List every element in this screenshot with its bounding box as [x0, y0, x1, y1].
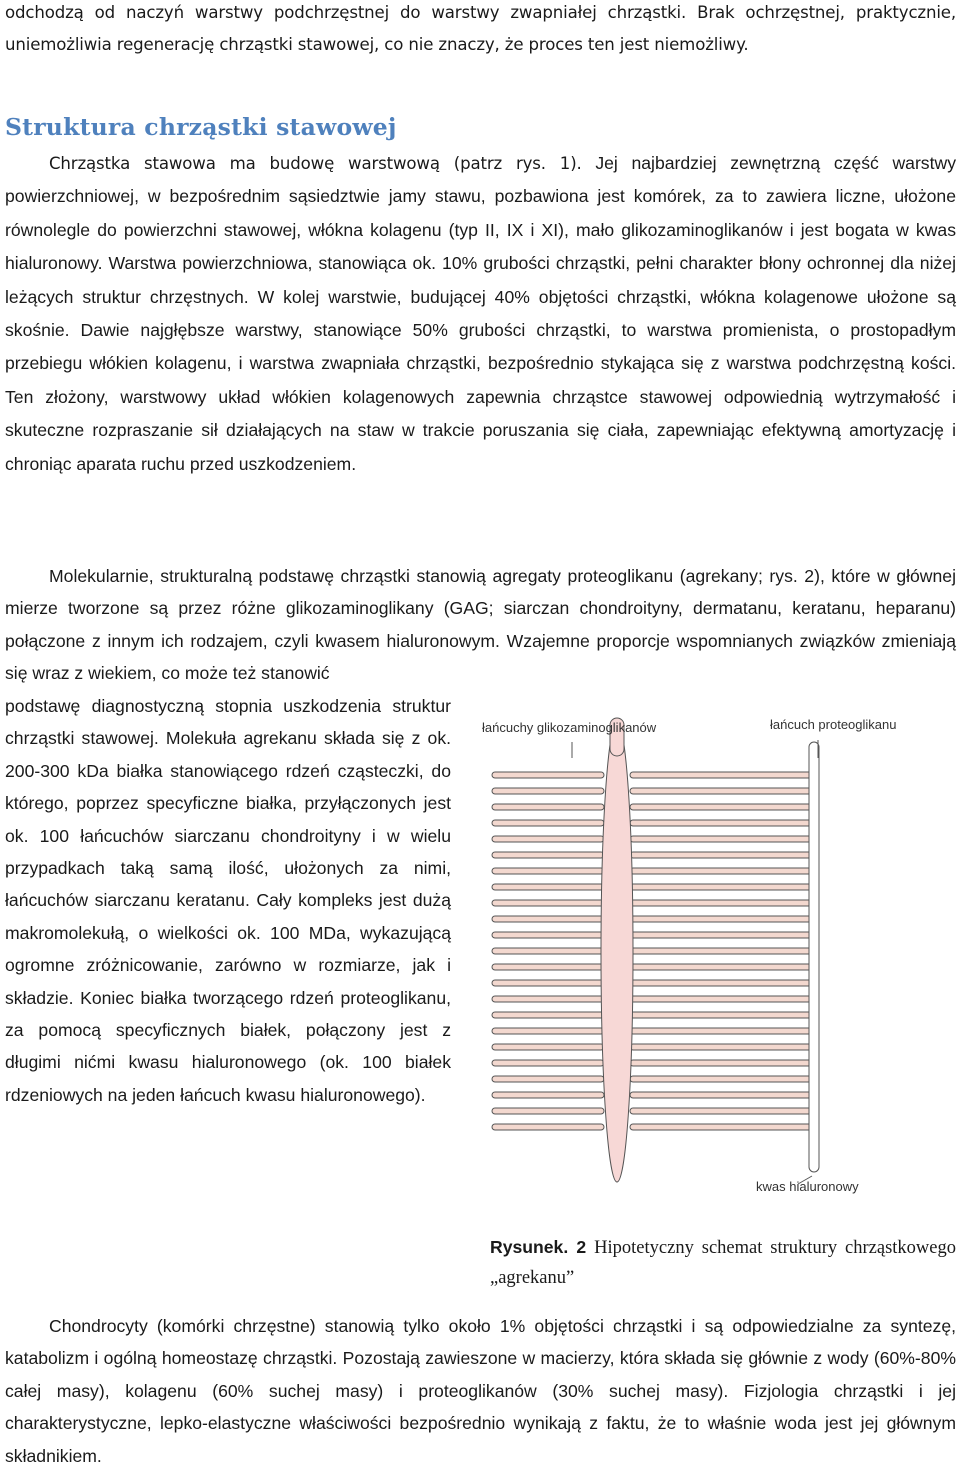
label-gag — [482, 720, 657, 758]
right-gag-chain — [630, 916, 813, 922]
left-gag-chain — [492, 1060, 604, 1066]
left-gag-chain — [492, 820, 604, 826]
right-gag-chain — [630, 996, 813, 1002]
left-gag-chain — [492, 1076, 604, 1082]
left-gag-chain — [492, 884, 604, 890]
right-gag-chain — [630, 932, 813, 938]
paragraph-layers-body: Jej najbardziej zewnętrzną część warstwy powierzchniowej, w bezpośrednim sąsiedztwie jamy stawu, pozbawiona jest komórek, za to zawiera liczne, ułożone równolegle do powierzchni stawowej, włókna kolagenu (typ II, IX i XI), mało glikozaminoglikanów i jest bogata w kwas hialuronowy. Warstwa powierzchniowa, stanowiąca ok. 10% grubości chrząstki, pełni charakter błony ochronnej dla niżej leżących struktur chrzęstnych. W kolej warstwie, budującej 40% objętości chrząstki, włókna kolagenowe ułożone są skośnie. Dawie najgłębsze warstwy, stanowiące 50% grubości chrząstki, to warstwa promienista, o prostopadłym przebiegu włókien kolagenu, i warstwa zwapniała chrząstki, bezpośrednio stykająca się z warstwa podchrzęstną kości. Ten złożony, warstwowy układ włókien kolagenowych zapewnia chrząstce stawowej odpowiednią wytrzymałość i skuteczne rozpraszanie sił działających na staw w trakcie poruszania się ciała, zapewniając efektywną amortyzację i chroniąc aparata ruchu przed uszkodzeniem. — [5, 153, 956, 474]
figure-caption — [490, 1232, 956, 1293]
paragraph-regeneration: odchodzą od naczyń warstwy podchrzęstnej do warstwy zwapniałej chrząstki. Brak ochrzęstnej, praktycznie, uniemożliwia regenerację chrząstki stawowej, co nie znaczy, że proces ten jest niemożliwy. — [5, 3, 956, 55]
label-hyaluronic — [756, 1176, 859, 1194]
right-gag-chain — [630, 868, 813, 874]
label-gag-text: łańcuchy glikozaminoglikanów — [482, 720, 657, 735]
label-protein-text: łańcuch proteoglikanu — [770, 717, 897, 732]
right-gag-chain — [630, 772, 813, 778]
core-protein-strand — [809, 742, 819, 1172]
left-gag-chain — [492, 932, 604, 938]
right-gag-chain — [630, 852, 813, 858]
paragraph-molecular: Molekularnie, strukturalną podstawę chrząstki stanowią agregaty proteoglikanu (agrekany; rys. 2), które w głównej mierze tworzone są przez różne glikozaminoglikany (GAG; siarczan chondroityny, dermatanu, keratanu, heparanu) połączone z innym ich rodzajem, czyli kwasem hialuronowym. Wzajemne proporcje wspomnianych związków zmieniają się wraz z wiekiem, co może też stanowić — [5, 566, 956, 684]
caption-label: Rysunek. 2 — [490, 1237, 587, 1257]
core-protein-body — [601, 722, 633, 1182]
left-gag-chain — [492, 868, 604, 874]
label-hyaluronic-text: kwas hialuronowy — [756, 1179, 859, 1194]
right-gag-chain — [630, 964, 813, 970]
right-gag-chain — [630, 1044, 813, 1050]
left-gag-chain — [492, 1012, 604, 1018]
aggrecan-figure — [478, 712, 956, 1202]
side-chains — [492, 718, 819, 1182]
right-gag-chain — [630, 1012, 813, 1018]
paragraph-chondrocytes: Chondrocyty (komórki chrzęstne) stanowią tylko około 1% objętości chrząstki i są odpowiedzialne za syntezę, katabolizm i ogólną homeostazę chrząstki. Pozostają zawieszone w macierzy, która składa się głównie z wody (60%-80% całej masy), kolagenu (60% suchej masy) i proteoglikanów (30% suchej masy). Fizjologia chrząstki i jej charakterystyczne, lepko-elastyczne właściwości bezpośrednio wynikają z faktu, że to właśnie woda jest jej głównym składnikiem. — [5, 1316, 956, 1466]
left-gag-chain — [492, 836, 604, 842]
right-gag-chain — [630, 884, 813, 890]
right-gag-chain — [630, 1076, 813, 1082]
left-gag-chain — [492, 1028, 604, 1034]
left-gag-chain — [492, 1092, 604, 1098]
left-gag-chain — [492, 852, 604, 858]
left-gag-chain — [492, 1124, 604, 1130]
right-gag-chain — [630, 836, 813, 842]
aggrecan-diagram — [478, 712, 956, 1202]
left-gag-chain — [492, 900, 604, 906]
right-gag-chain — [630, 1124, 813, 1130]
paragraph-layers — [5, 147, 956, 481]
right-gag-chain — [630, 1108, 813, 1114]
paragraph-aggrecan: podstawę diagnostyczną stopnia uszkodzenia struktur chrząstki stawowej. Molekuła agrekanu składa się z ok. 200-300 kDa białka stanowiącego rdzeń cząsteczki, do którego, poprzez specyficzne białka, przyłączonych jest ok. 100 łańcuchów siarczanu chondroityny i w wielu przypadkach taką samą ilość, ułożonych za nimi, łańcuchów siarczanu keratanu. Cały kompleks jest dużą makromolekułą, o wielkości ok. 100 MDa, wykazującą ogromne zróżnicowanie, zarówno w rozmiarze, jak i składzie. Koniec białka tworzącego rdzeń proteoglikanu, za pomocą specyficznych białek, połączony jest z długimi nićmi kwasu hialuronowego (ok. 100 białek rdzeniowych na jeden łańcuch kwasu hialuronowego). — [5, 696, 451, 1105]
caption-text: Hipotetyczny schemat struktury chrząstkowego „agrekanu” — [490, 1238, 956, 1288]
left-gag-chain — [492, 996, 604, 1002]
left-gag-chain — [492, 980, 604, 986]
right-gag-chain — [630, 1092, 813, 1098]
right-gag-chain — [630, 980, 813, 986]
section-heading: Struktura chrząstki stawowej — [5, 113, 397, 141]
label-protein — [770, 717, 896, 758]
left-gag-chain — [492, 916, 604, 922]
left-gag-chain — [492, 772, 604, 778]
right-gag-chain — [630, 1060, 813, 1066]
right-gag-chain — [630, 1028, 813, 1034]
right-gag-chain — [630, 948, 813, 954]
left-gag-chain — [492, 948, 604, 954]
right-gag-chain — [630, 900, 813, 906]
paragraph-layers-intro: Chrząstka stawowa ma budowę warstwową (patrz rys. 1). — [49, 154, 582, 173]
left-gag-chain — [492, 804, 604, 810]
left-gag-chain — [492, 1044, 604, 1050]
right-gag-chain — [630, 820, 813, 826]
right-gag-chain — [630, 788, 813, 794]
left-gag-chain — [492, 788, 604, 794]
right-gag-chain — [630, 804, 813, 810]
left-gag-chain — [492, 964, 604, 970]
left-gag-chain — [492, 1108, 604, 1114]
